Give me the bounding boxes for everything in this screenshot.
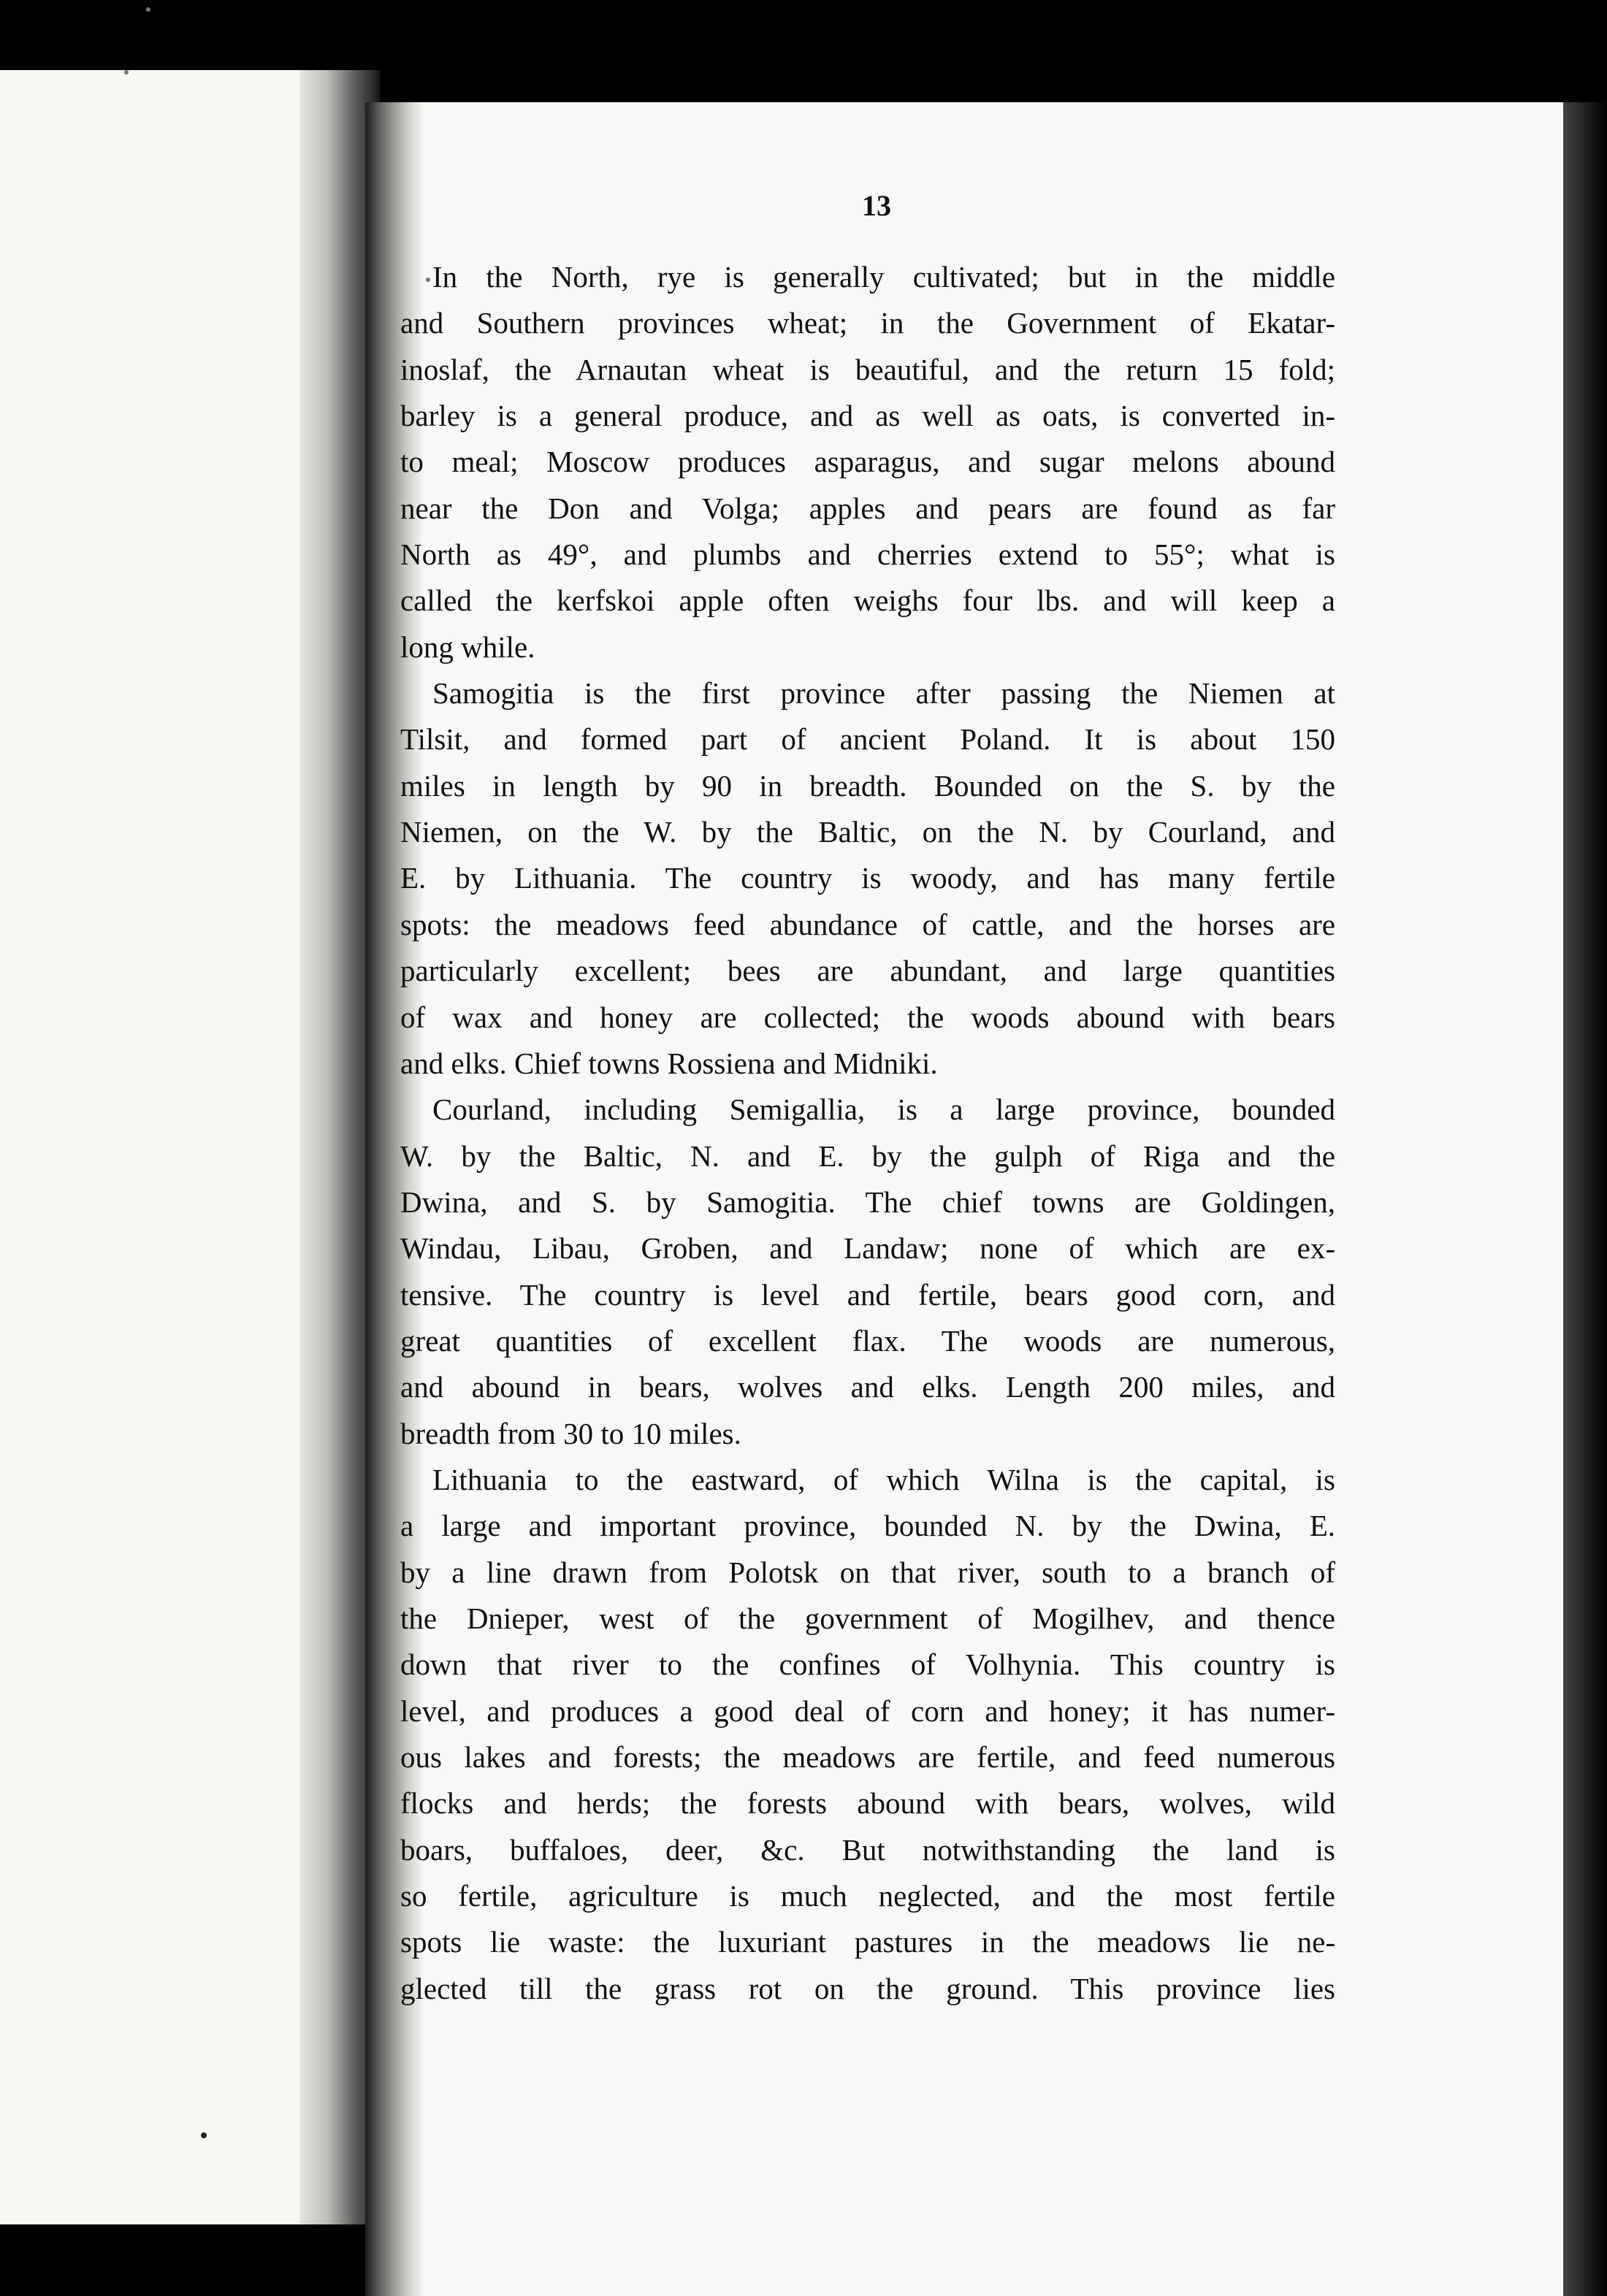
ink-speck xyxy=(146,7,150,12)
paragraph-line: long while. xyxy=(400,630,535,664)
paragraph-line: North as 49°, and plumbs and cherries extend to 55°; what is xyxy=(400,537,1335,572)
paragraph-line: W. by the Baltic, N. and E. by the gulph of Riga and the xyxy=(400,1139,1335,1173)
paragraph-line: Dwina, and S. by Samogitia. The chief towns are Goldingen, xyxy=(400,1185,1335,1219)
paragraph-line: a large and important province, bounded N. by the Dwina, E. xyxy=(400,1509,1335,1543)
ink-speck xyxy=(201,2132,207,2138)
paragraph-line: to meal; Moscow produces asparagus, and sugar melons abound xyxy=(400,445,1335,479)
paragraph-line: particularly excellent; bees are abundant, and large quantities xyxy=(400,954,1335,988)
ink-speck xyxy=(426,278,430,282)
paragraph-line: so fertile, agriculture is much neglected, and the most fertile xyxy=(400,1879,1335,1913)
paragraph-line: ous lakes and forests; the meadows are fertile, and feed numerous xyxy=(400,1740,1335,1774)
paragraph-line: near the Don and Volga; apples and pears are found as far xyxy=(400,491,1335,525)
right-page-edge-shadow xyxy=(1563,102,1607,2296)
paragraph-line: spots lie waste: the luxuriant pastures in the meadows lie ne- xyxy=(400,1925,1335,1959)
paragraph-line: boars, buffaloes, deer, &c. But notwithstanding the land is xyxy=(400,1832,1335,1867)
paragraph-first-line: Courland, including Semigallia, is a large province, bounded xyxy=(432,1092,1335,1127)
paragraph-first-line: In the North, rye is generally cultivated; but in the middle xyxy=(432,260,1335,294)
paragraph-line: Windau, Libau, Groben, and Landaw; none of which are ex- xyxy=(400,1231,1335,1266)
paragraph-line: level, and produces a good deal of corn and honey; it has numer- xyxy=(400,1694,1335,1728)
paragraph-first-line: Samogitia is the first province after passing the Niemen at xyxy=(432,676,1335,711)
paragraph-line: spots: the meadows feed abundance of cattle, and the horses are xyxy=(400,907,1335,941)
body-text xyxy=(400,254,1335,2012)
paragraph-line: and Southern provinces wheat; in the Government of Ekatar- xyxy=(400,306,1335,340)
paragraph-line: flocks and herds; the forests abound with bears, wolves, wild xyxy=(400,1786,1335,1821)
paragraph-line: down that river to the confines of Volhynia. This country is xyxy=(400,1648,1335,1682)
paragraph-line: by a line drawn from Polotsk on that river, south to a branch of xyxy=(400,1555,1335,1589)
left-page xyxy=(0,70,343,2224)
paragraph-line: Niemen, on the W. by the Baltic, on the N. by Courland, and xyxy=(400,815,1335,849)
paragraph-line: glected till the grass rot on the ground. This province lies xyxy=(400,1971,1335,2005)
paragraph-line: Tilsit, and formed part of ancient Poland. It is about 150 xyxy=(400,722,1335,757)
paragraph-line: called the kerfskoi apple often weighs four lbs. and will keep a xyxy=(400,583,1335,618)
paragraph-line: miles in length by 90 in breadth. Bounded on the S. by the xyxy=(400,768,1335,803)
paragraph-line: of wax and honey are collected; the woods abound with bears xyxy=(400,1000,1335,1034)
paragraph-line: and elks. Chief towns Rossiena and Midniki. xyxy=(400,1046,938,1080)
paragraph-line: barley is a general produce, and as well as oats, is converted in- xyxy=(400,399,1335,433)
paragraph-line: great quantities of excellent flax. The woods are numerous, xyxy=(400,1323,1335,1358)
ink-speck xyxy=(124,70,129,74)
paragraph-line: and abound in bears, wolves and elks. Length 200 miles, and xyxy=(400,1370,1335,1404)
paragraph-first-line: Lithuania to the eastward, of which Wilna is the capital, is xyxy=(432,1462,1335,1496)
paragraph-line: the Dnieper, west of the government of Mogilhev, and thence xyxy=(400,1601,1335,1635)
paragraph-line: E. by Lithuania. The country is woody, and has many fertile xyxy=(400,861,1335,895)
paragraph-line: breadth from 30 to 10 miles. xyxy=(400,1416,741,1450)
page-number: 13 xyxy=(862,189,891,222)
paragraph-line: tensive. The country is level and fertile, bears good corn, and xyxy=(400,1277,1335,1312)
paragraph-line: inoslaf, the Arnautan wheat is beautiful, and the return 15 fold; xyxy=(400,352,1335,386)
